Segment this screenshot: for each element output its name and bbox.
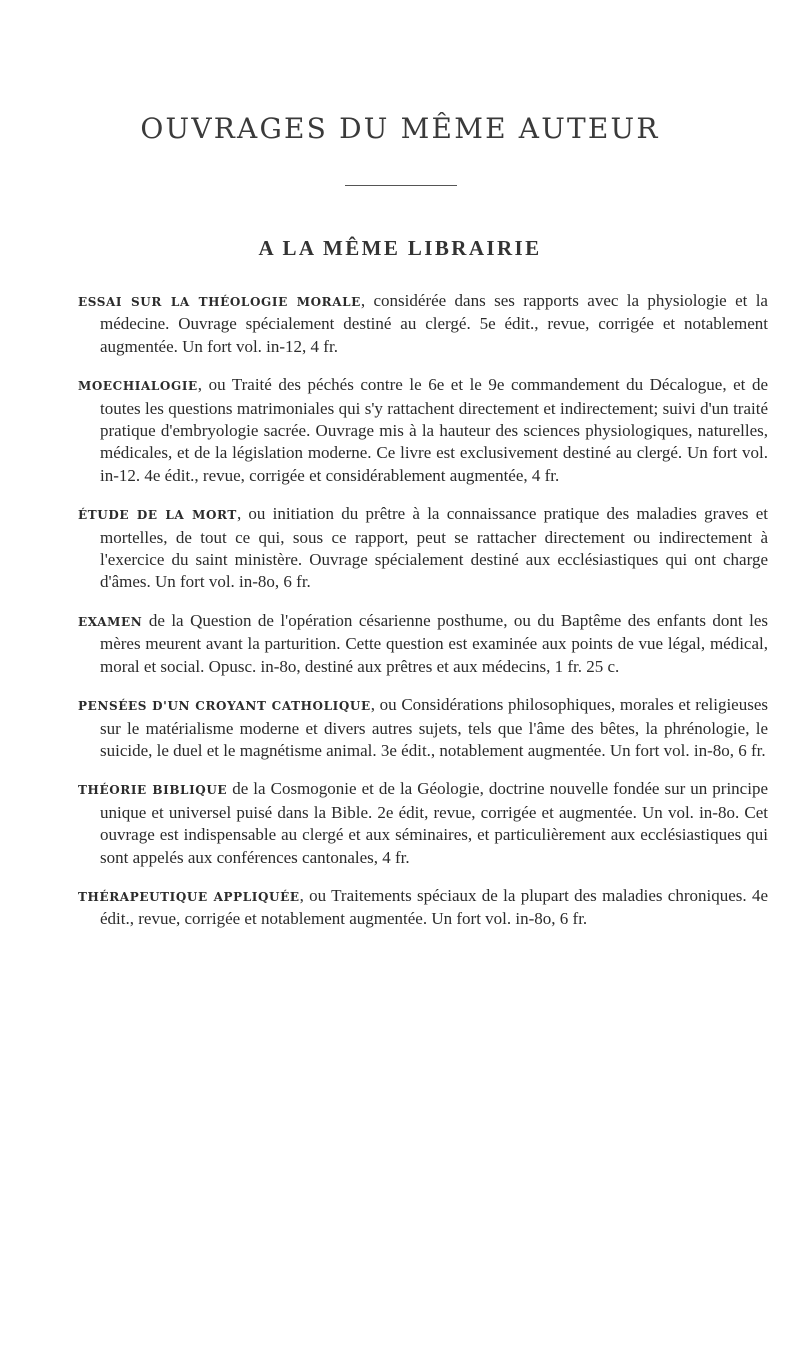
page-title: OUVRAGES DU MÊME AUTEUR: [140, 112, 660, 145]
book-title: THÉRAPEUTIQUE APPLIQUÉE: [78, 889, 300, 904]
book-title: EXAMEN: [78, 614, 143, 629]
book-description: de la Cosmogonie et de la Géologie, doctrine nouvelle fondée sur un principe unique et universel puisé dans la Bible. 2e édit, revue, corrigée et augmentée. Un vol. in-8o. Cet ouvrage est indispensable au clergé et aux séminaires, et particulièrement aux ecclésiastiques qui sont appelés aux conférences cantonales, 4 fr.: [100, 779, 768, 867]
book-title: PENSÉES D'UN CROYANT CATHOLIQUE: [78, 699, 371, 714]
book-description: , ou Traitements spéciaux de la plupart des maladies chroniques. 4e édit., revue, corrigée et notablement augmentée. Un fort vol. in-8o, 6 fr.: [100, 885, 768, 929]
book-entry-therapeutique: [78, 885, 768, 931]
book-title: ESSAI SUR LA THÉOLOGIE MORALE: [78, 295, 361, 309]
book-description: de la Question de l'opération césarienne posthume, ou du Baptême des enfants dont les mères meurent avant la parturition. Cette question est examinée aux points de vue légal, médical, moral et social. Opusc. in-8o, destiné aux prêtres et aux médecins, 1 fr. 25 c.: [100, 610, 768, 676]
book-entry-etude-de-la-mort: [78, 503, 768, 594]
page-subtitle: A LA MÊME LIBRAIRIE: [258, 236, 542, 260]
book-description: , ou Traité des péchés contre le 6e et le 9e commandement du Décalogue, et de toutes les questions matrimoniales qui s'y rattachent directement et indirectement; suivi d'un traité pratique d'embryologie sacrée. Ouvrage mis à la hauteur des sciences physiologiques, naturelles, médicales, et de la législation moderne. Ce livre est exclusivement destiné au clergé. Un fort vol. in-12. 4e édit., revue, corrigée et considérablement augmentée, 4 fr.: [100, 375, 768, 485]
book-title: THÉORIE BIBLIQUE: [78, 783, 228, 798]
book-description: , ou Considérations philosophiques, morales et religieuses sur le matérialisme moderne et divers autres sujets, tels que l'âme des bêtes, la phrénologie, le suicide, le duel et le magnétisme animal. 3e édit., notablement augmentée. Un fort vol. in-8o, 6 fr.: [100, 695, 768, 760]
book-description: , considérée dans ses rapports avec la physiologie et la médecine. Ouvrage spécialement destiné au clergé. 5e édit., revue, corrigée et notablement augmentée. Un fort vol. in-12, 4 fr.: [100, 291, 768, 356]
book-entry-moechialogie: [78, 374, 768, 487]
book-entry-theorie-biblique: [78, 778, 768, 869]
title-divider: [345, 185, 457, 186]
book-entry-examen: [78, 610, 768, 678]
book-title: ÉTUDE DE LA MORT: [78, 508, 237, 523]
book-title: MOECHIALOGIE: [78, 379, 198, 394]
book-description: , ou initiation du prêtre à la connaissance pratique des maladies graves et mortelles, de tout ce qui, sous ce rapport, peut se rattacher directement ou indirectement à l'exercice du saint ministère. Ouvrage spécialement destiné aux ecclésiastiques qui ont charge d'âmes. Un fort vol. in-8o, 6 fr.: [100, 504, 768, 592]
book-list: [78, 290, 768, 947]
book-entry-essai: [78, 290, 768, 358]
book-entry-pensees: [78, 694, 768, 762]
